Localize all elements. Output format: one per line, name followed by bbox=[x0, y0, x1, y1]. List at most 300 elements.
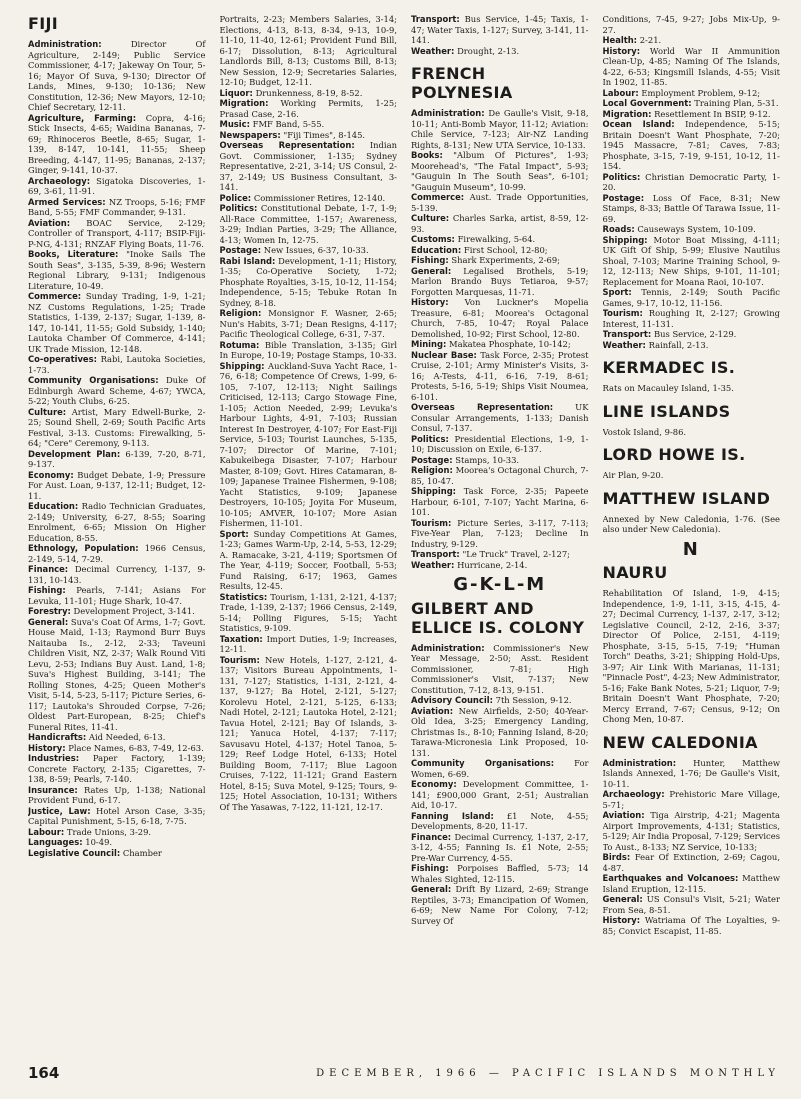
index-entry bbox=[411, 758, 589, 779]
index-entry bbox=[28, 291, 206, 354]
entry-references: Import Duties, 1-9; Increases, 12-11. bbox=[219, 633, 397, 654]
entry-references: Budget Debate, 1-9; Pressure For Aust. Loan, 9-137, 12-11; Budget, 12-11. bbox=[28, 469, 206, 501]
index-entry bbox=[411, 434, 589, 455]
entry-topic: Earthquakes and Volcanoes: bbox=[602, 873, 739, 883]
entry-topic: Administration: bbox=[602, 757, 677, 768]
index-entry bbox=[220, 140, 398, 193]
index-entry bbox=[411, 213, 589, 234]
entry-topic: Overseas Representation: bbox=[219, 140, 355, 150]
entry-references: Charles Sarka, artist, 8-59, 12-93. bbox=[411, 213, 589, 234]
index-entry bbox=[603, 789, 781, 810]
index-entry bbox=[411, 643, 589, 696]
entry-references: Constitutional Debate, 1-7, 1-9; All-Race Committee, 1-157; Awareness, 3-29; Indian Parties, 3-29; The Alliance, 4-13; Women In, 12-75. bbox=[219, 203, 397, 245]
entry-references: Drunkenness, 8-19, 8-52. bbox=[255, 87, 363, 98]
entry-references: Drought, 2-13. bbox=[457, 45, 520, 56]
entry-topic: Transport: bbox=[602, 329, 652, 339]
section-heading: LINE ISLANDS bbox=[602, 401, 731, 421]
entry-references: Tennis, 2-149; South Pacific Games, 9-17, 10-12, 11-156. bbox=[602, 287, 780, 308]
index-entry bbox=[28, 617, 206, 733]
entry-references: Aid Needed, 6-13. bbox=[88, 732, 166, 742]
index-entry bbox=[28, 375, 206, 407]
index-entry bbox=[603, 235, 781, 288]
entry-references: New Issues, 6-37, 10-33. bbox=[263, 245, 369, 255]
index-entry bbox=[411, 811, 589, 832]
entry-references: Rates Up, 1-138; National Provident Fund, 6-17. bbox=[28, 784, 206, 805]
entry-topic: Archaeology: bbox=[602, 789, 665, 799]
index-entry bbox=[411, 255, 589, 266]
entry-references: Rabi, Lautoka Societies, 1-73. bbox=[28, 354, 206, 375]
index-page bbox=[28, 14, 780, 1054]
entry-topic: Fishing: bbox=[411, 863, 449, 873]
index-entry bbox=[411, 779, 589, 811]
entry-references: Development, 1-11; History, 1-35; Co-Operative Society, 1-72; Phosphate Royalties, 3-15, 10-12, 11-154; Independence, 5-15; Tebuke Rotan In Sydney, 8-18. bbox=[219, 255, 397, 308]
index-entry bbox=[411, 402, 589, 434]
index-entry bbox=[220, 14, 398, 88]
index-entry bbox=[28, 743, 206, 754]
entry-references: Decimal Currency, 1-137, 9-131, 10-143. bbox=[28, 564, 206, 585]
entry-references: Rainfall, 2-13. bbox=[648, 339, 709, 350]
index-entry bbox=[220, 529, 398, 592]
entry-topic: Birds: bbox=[602, 852, 631, 862]
entry-topic: Politics: bbox=[602, 171, 641, 182]
entry-topic: Aviation: bbox=[411, 705, 454, 716]
index-entry bbox=[603, 88, 781, 99]
index-entry bbox=[603, 873, 781, 894]
entry-references: Makatea Phosphate, 10-142; bbox=[449, 339, 571, 349]
entry-references: £1 Note, 4-55; Developments, 8-20, 11-17. bbox=[411, 810, 589, 831]
letter-divider: N bbox=[682, 538, 700, 560]
entry-references: Development Project, 3-141. bbox=[73, 606, 195, 616]
entry-references: Monsignor F. Wasner, 2-65; Nun's Habits, 3-71; Dean Resigns, 4-117; Pacific Theological College, 6-31, 7-37. bbox=[219, 308, 397, 339]
entry-references: Presidential Elections, 1-9, 1-10; Discussion on Exile, 6-137. bbox=[411, 433, 589, 454]
index-entry bbox=[28, 449, 206, 470]
index-entry bbox=[28, 827, 206, 838]
entry-topic: Religion: bbox=[219, 308, 262, 318]
entry-topic: Shipping: bbox=[602, 234, 648, 245]
section-heading: GILBERT AND ELLICE IS. COLONY bbox=[411, 598, 585, 637]
entry-topic: Fanning Island: bbox=[411, 810, 494, 821]
entry-topic: Labour: bbox=[28, 826, 65, 837]
entry-references: Rats on Macauley Island, 1-35. bbox=[602, 383, 734, 393]
entry-topic: Community Organisations: bbox=[411, 758, 555, 768]
index-entry bbox=[220, 245, 398, 256]
entry-topic: Co-operatives: bbox=[28, 354, 97, 364]
index-entry bbox=[411, 234, 589, 245]
index-entry bbox=[411, 863, 589, 884]
index-entry bbox=[411, 297, 589, 339]
index-entry bbox=[603, 46, 781, 88]
index-entry bbox=[220, 655, 398, 813]
entry-topic: Tourism: bbox=[411, 517, 452, 528]
section-heading: KERMADEC IS. bbox=[602, 358, 736, 377]
entry-topic: Roads: bbox=[602, 224, 635, 234]
entry-topic: Ethnology, Population: bbox=[28, 543, 139, 553]
entry-references: De Gaulle's Visit, 9-18, 10-11; Anti-Bomb Mayor, 11-12; Aviation: Chile Service, 7-123; Air-NZ Landing Rights, 8-131; New UTA Service, 10-133. bbox=[411, 108, 589, 150]
entry-references: BOAC Service, 2-129; Controller of Transport, 4-117; BSIP-Fiji-P-NG, 4-131; RNZAF Flying Boats, 11-76. bbox=[28, 217, 206, 249]
index-entry bbox=[411, 192, 589, 213]
index-entry bbox=[411, 884, 589, 926]
entry-references: Air Plan, 9-20. bbox=[602, 470, 664, 480]
index-entry bbox=[28, 176, 206, 197]
entry-references: Director Of Agriculture, 2-149; Public Service Commissioner, 4-17; Jakeway On Tour, 5-16; Mayor Of Suva, 9-130; Director Of Lands, Mines, 9-130; 10-136; New Constitution, 12-36; New Mayors, 12-10; Chief Secretary, 12-11. bbox=[28, 39, 206, 112]
entry-topic: Aviation: bbox=[602, 810, 645, 820]
entry-references: "Le Truck" Travel, 2-127; bbox=[462, 549, 570, 559]
index-entry bbox=[28, 585, 206, 606]
index-entry bbox=[220, 308, 398, 340]
index-entry bbox=[411, 560, 589, 571]
entry-topic: Ocean Island: bbox=[602, 119, 675, 129]
entry-references: Task Force, 2-35; Papeete Harbour, 6-101, 7-107; Yacht Marina, 6-101. bbox=[411, 486, 589, 517]
entry-references: Fear Of Extinction, 2-69; Cagou, 4-87. bbox=[602, 852, 780, 873]
index-entry bbox=[411, 486, 589, 518]
entry-topic: Nuclear Base: bbox=[411, 349, 477, 360]
entry-topic: Languages: bbox=[28, 837, 83, 847]
index-entry bbox=[220, 203, 398, 245]
entry-references: Christian Democratic Party, 1-20. bbox=[602, 171, 780, 192]
index-entry bbox=[411, 46, 589, 57]
index-entry bbox=[411, 518, 589, 550]
entry-topic: Education: bbox=[411, 244, 462, 255]
entry-references: Working Permits, 1-25; Prasad Case, 2-16. bbox=[219, 98, 397, 119]
running-head: DECEMBER, 1966 — PACIFIC ISLANDS MONTHLY bbox=[316, 1067, 780, 1079]
entry-topic: Fishing: bbox=[411, 255, 449, 265]
entry-references: Decimal Currency, 1-137, 2-17, 3-12, 4-55; Fanning Is. £1 Note, 2-55; Pre-War Currency, 4-55. bbox=[411, 831, 589, 863]
index-entry bbox=[220, 340, 398, 361]
entry-references: Porpoises Baffled, 5-73; 14 Whales Sighted, 12-115. bbox=[411, 863, 589, 884]
index-entry bbox=[603, 852, 781, 873]
index-entry bbox=[220, 592, 398, 634]
entry-references: World War II Ammunition Clean-Up, 4-85; Naming Of The Islands, 4-22, 6-53; Kingsmill Islands, 4-55; Visit In 1902, 11-85. bbox=[602, 45, 780, 87]
index-entry bbox=[411, 350, 589, 403]
entry-topic: Commerce: bbox=[411, 192, 465, 202]
entry-topic: Finance: bbox=[28, 564, 69, 574]
entry-references: Portraits, 2-23; Members Salaries, 3-14; Elections, 4-13, 8-13, 8-34, 9-13, 10-9, 11-10, 11-40, 12-61; Provident Fund Bill, 6-17; Dissolution, 8-13; Agricultural Landlords Bill, 8-13; Customs Bill, 8-13; New Session, 12-9; Secretaries Salaries, 12-10; Budget, 12-11. bbox=[219, 14, 397, 87]
index-entry bbox=[603, 427, 781, 438]
entry-references: Rehabilitation Of Island, 1-9, 4-15; Independence, 1-9, 1-11, 3-15, 4-15, 4-27; Decimal Currency, 1-137, 2-17, 3-12; Legislative Council, 2-12, 2-16, 3-37; Director Of Police, 2-151, 4-119; Phosphate, 3-15, 5-15, 7-19; "Human Torch" Deaths, 3-21; Shipping Hold-Ups, 3-97; Air Link With Marianas, 11-131; "Pinnacle Post", 4-23; New Administrator, 5-16; Fake Bank Notes, 5-21; Liquor, 7-9; Britain Doesn't Want Phosphate, 7-20; Mercy Errand, 7-67; Census, 9-12; On Chong Men, 10-87. bbox=[602, 588, 780, 724]
entry-references: Radio Technician Graduates, 2-149; University, 6-27, 8-55; Soaring Enrolment, 6-65; Mission On Higher Education, 8-55. bbox=[28, 501, 206, 543]
entry-references: FMF Band, 5-55. bbox=[252, 119, 325, 129]
entry-topic: Economy: bbox=[411, 779, 457, 789]
entry-references: Motor Boat Missing, 4-111; UK Gift Of Ship, 5-99; Elusive Nautilus Shoal, 7-103; Marine Training School, 9-12, 12-113; New Ships, 9-101, 11-101; Replacement for Moana Raoi, 10-107. bbox=[602, 234, 780, 287]
index-entry bbox=[28, 564, 206, 585]
entry-references: First School, 12-80; bbox=[463, 244, 548, 255]
entry-references: Trade Unions, 3-29. bbox=[66, 826, 152, 837]
entry-topic: Religion: bbox=[411, 465, 453, 475]
entry-references: Copra, 4-16; Stick Insects, 4-65; Waidina Bananas, 7-69; Rhinoceros Beetle, 8-65; Sugar, 1-139, 8-147, 10-141, 11-55; Sheep Breeding, 4-147, 11-95; Bananas, 2-137; Ginger, 9-141, 10-37. bbox=[28, 112, 206, 175]
entry-topic: Culture: bbox=[411, 213, 450, 223]
entry-references: Tiga Airstrip, 4-21; Magenta Airport Improvements, 4-131; Statistics, 5-129; Air India Proposal, 7-129; Services To Aust., 8-133; NZ Service, 10-133; bbox=[602, 810, 780, 852]
index-entry bbox=[603, 758, 781, 790]
entry-topic: Rabi Island: bbox=[219, 255, 276, 266]
entry-topic: Weather: bbox=[411, 559, 455, 570]
index-entry bbox=[220, 98, 398, 119]
index-entry bbox=[220, 256, 398, 309]
entry-references: Chamber bbox=[122, 847, 162, 858]
entry-topic: General: bbox=[411, 265, 452, 276]
index-entry bbox=[28, 113, 206, 176]
index-entry bbox=[603, 287, 781, 308]
entry-references: Place Names, 6-83, 7-49, 12-63. bbox=[68, 742, 204, 753]
entry-references: Training Plan, 5-31. bbox=[694, 98, 779, 108]
entry-topic: General: bbox=[411, 884, 452, 894]
index-entry bbox=[411, 245, 589, 256]
entry-topic: Politics: bbox=[219, 203, 258, 213]
entry-references: 1966 Census, 2-149, 5-14, 7-29. bbox=[28, 543, 206, 564]
index-entry bbox=[603, 98, 781, 109]
index-entry bbox=[603, 14, 781, 35]
index-column-2 bbox=[220, 14, 398, 1049]
entry-references: Von Luckner's Mopelia Treasure, 6-81; Moorea's Octagonal Church, 7-85, 10-47; Royal Palace Demolished, 10-92; First School, 12-80. bbox=[411, 297, 589, 339]
entry-references: Stamps, 10-33. bbox=[455, 454, 520, 465]
entry-topic: General: bbox=[28, 616, 69, 627]
index-entry bbox=[28, 407, 206, 449]
index-entry bbox=[28, 606, 206, 617]
index-entry bbox=[411, 14, 589, 46]
entry-topic: Forestry: bbox=[28, 606, 71, 616]
entry-topic: Development Plan: bbox=[28, 448, 121, 459]
index-entry bbox=[603, 109, 781, 120]
entry-topic: Legislative Council: bbox=[28, 847, 121, 858]
entry-topic: History: bbox=[602, 915, 641, 925]
entry-references: Sunday Trading, 1-9, 1-21; NZ Customs Regulations, 1-25; Trade Statistics, 1-139, 2-137; Sugar, 1-139, 8-147, 10-141, 11-55; Gold Subsidy, 1-140; Lautoka Chamber Of Commerce, 4-141; UK Trade Mission, 12-148. bbox=[28, 291, 206, 354]
entry-topic: Tourism: bbox=[602, 308, 643, 318]
entry-references: Loss Of Face, 8-31; New Stamps, 8-33; Battle Of Tarawa Issue, 11-69. bbox=[602, 192, 780, 224]
index-entry bbox=[28, 249, 206, 291]
entry-topic: Armed Services: bbox=[28, 196, 106, 207]
entry-topic: General: bbox=[602, 894, 643, 904]
entry-topic: History: bbox=[411, 297, 449, 307]
entry-references: NZ Troops, 5-16; FMF Band, 5-55; FMF Commander, 9-131. bbox=[28, 196, 206, 217]
entry-references: Causeways System, 10-109. bbox=[637, 224, 756, 234]
entry-references: "Album Of Pictures", 1-93; Moorehead's, "The Fatal Impact", 5-93; "Gauguin In The South Seas", 6-101; "Gauguin Museum", 10-99. bbox=[411, 150, 589, 192]
index-entry bbox=[603, 119, 781, 172]
index-entry bbox=[220, 88, 398, 99]
entry-topic: Postage: bbox=[602, 192, 645, 203]
index-entry bbox=[411, 832, 589, 864]
page-footer bbox=[28, 1062, 780, 1084]
entry-topic: Migration: bbox=[219, 98, 269, 108]
entry-references: Annexed by New Caledonia, 1-76. (See also under New Caledonia). bbox=[602, 513, 780, 534]
entry-references: Picture Series, 3-117, 7-113; Five-Year Plan, 7-123; Decline In Industry, 9-129. bbox=[411, 517, 589, 549]
index-entry bbox=[603, 329, 781, 340]
entry-references: Matthew Island Eruption, 12-115. bbox=[602, 873, 780, 894]
entry-references: UK Consular Arrangements, 1-133; Danish Consul, 7-137. bbox=[411, 402, 589, 433]
entry-topic: Transport: bbox=[411, 549, 460, 559]
section-heading: MATTHEW ISLAND bbox=[602, 488, 771, 508]
index-entry bbox=[411, 455, 589, 466]
index-entry bbox=[411, 266, 589, 298]
entry-references: Legalised Brothels, 5-19; Marlon Brando Buys Tetiaroa, 9-57; Forgotten Marquesas, 11-71. bbox=[411, 265, 589, 297]
entry-topic: Sport: bbox=[219, 528, 249, 539]
entry-topic: Administration: bbox=[411, 642, 485, 653]
entry-references: New Hotels, 1-127, 2-121, 4-137; Visitors Bureau Appointments, 1-131, 7-127; Statistics, 1-131, 2-121, 4-137, 9-127; Ba Hotel, 2-121, 5-127; Korolevu Hotel, 2-121, 5-125, 6-133; Nadi Hotel, 2-121; Lautoka Hotel, 2-121; Tavua Hotel, 2-121; Bay Of Islands, 3-121; Yanuca Hotel, 4-137; 7-117; Savusavu Hotel, 4-137; Hotel Tanoa, 5-129; Reef Lodge Hotel, 6-133; Hotel Building Boom, 7-117; Blue Lagoon Cruises, 7-122, 11-121; Grand Eastern Hotel, 8-15; Suva Motel, 9-125; Tours, 9-125; Hotel Association, 10-131; Withers Of The Yasawas, 7-122, 11-121, 12-17. bbox=[219, 654, 397, 812]
entry-references: Watriama Of The Loyalties, 9-85; Convict Escapist, 11-85. bbox=[602, 915, 780, 936]
page-number: 164 bbox=[28, 1064, 60, 1082]
entry-topic: Rotuma: bbox=[219, 339, 260, 350]
entry-references: Commissioner Retires, 12-140. bbox=[253, 192, 386, 203]
entry-references: Indian Govt. Commissioner, 1-135; Sydney Representative, 2-21, 3-14; US Consul, 2-37, 2-149; US Business Consultant, 3-141. bbox=[219, 140, 397, 192]
entry-references: Sunday Competitions At Games, 1-23; Games Warm-Up, 2-14, 5-53, 12-29; A. Ramacake, 3-21, 4-119; Sportsmen Of The Year, 4-119; Soccer, Football, 5-53; Fund Raising, 6-17; 1963, Games Results, 12-45. bbox=[219, 528, 397, 591]
entry-topic: Newspapers: bbox=[219, 129, 281, 140]
index-column-3 bbox=[411, 14, 589, 1049]
entry-references: Artist, Mary Edwell-Burke, 2-25; Sound Shell, 2-69; South Pacific Arts Festival, 3-13. Customs: Firewalking, 5-64; "Cere" Ceremony, 9-113. bbox=[28, 406, 206, 448]
entry-topic: Handicrafts: bbox=[28, 732, 87, 742]
index-entry bbox=[220, 361, 398, 529]
entry-topic: Commerce: bbox=[28, 291, 82, 301]
entry-topic: Local Government: bbox=[602, 98, 692, 108]
index-entry bbox=[603, 340, 781, 351]
index-entry bbox=[220, 634, 398, 655]
entry-topic: Weather: bbox=[411, 45, 455, 56]
entry-topic: Liquor: bbox=[219, 87, 253, 98]
entry-topic: Labour: bbox=[602, 87, 639, 98]
entry-topic: Shipping: bbox=[219, 360, 265, 371]
index-entry bbox=[28, 39, 206, 113]
entry-references: Drift By Lizard, 2-69; Strange Reptiles, 3-73; Emancipation Of Women, 6-69; New Name For Colony, 7-12; Survey Of bbox=[411, 884, 589, 926]
entry-references: Tourism, 1-131, 2-121, 4-137; Trade, 1-139, 2-137; 1966 Census, 2-149, 5-14; Polling Figures, 5-15; Yacht Statistics, 9-109. bbox=[219, 591, 397, 633]
index-entry bbox=[28, 218, 206, 250]
index-entry bbox=[28, 197, 206, 218]
entry-references: Resettlement In BSIP, 9-12. bbox=[654, 108, 771, 119]
index-entry bbox=[603, 810, 781, 852]
entry-topic: Weather: bbox=[602, 339, 646, 350]
entry-topic: Books, Literature: bbox=[28, 249, 119, 259]
index-entry bbox=[28, 732, 206, 743]
entry-references: US Consul's Visit, 5-21; Water From Sea, 8-51. bbox=[602, 894, 780, 915]
entry-references: 6-139, 7-20, 8-71, 9-137. bbox=[28, 448, 206, 469]
index-entry bbox=[28, 753, 206, 785]
index-column-4 bbox=[603, 14, 781, 1049]
entry-topic: Customs: bbox=[411, 234, 455, 244]
index-entry bbox=[411, 465, 589, 486]
entry-references: Commissioner's New Year Message, 2-50; Asst. Resident Commissioner, 7-81; High Commissioner's Visit, 7-137; New Constitution, 7-12, 8-13, 9-151. bbox=[411, 642, 589, 695]
index-entry bbox=[28, 785, 206, 806]
entry-references: Paper Factory, 1-139; Concrete Factory, 2-135; Cigarettes, 7-138, 8-59; Pearls, 7-140. bbox=[28, 753, 206, 784]
entry-topic: Police: bbox=[219, 192, 252, 203]
entry-references: Shark Experiments, 2-69; bbox=[451, 255, 561, 265]
entry-topic: Insurance: bbox=[28, 784, 78, 795]
entry-references: Duke Of Edinburgh Award Scheme, 4-67; YWCA, 5-22; Youth Clubs, 6-25. bbox=[28, 375, 206, 406]
entry-references: Hurricane, 2-14. bbox=[457, 559, 528, 570]
index-columns bbox=[28, 14, 780, 1049]
entry-topic: Fishing: bbox=[28, 585, 66, 595]
entry-topic: Music: bbox=[219, 119, 250, 129]
entry-topic: Statistics: bbox=[219, 591, 268, 602]
entry-topic: Migration: bbox=[602, 108, 652, 119]
entry-references: 7th Session, 9-12. bbox=[495, 695, 572, 705]
section-heading: LORD HOWE IS. bbox=[602, 445, 746, 464]
entry-topic: History: bbox=[602, 45, 641, 56]
index-entry bbox=[411, 108, 589, 150]
index-entry bbox=[603, 35, 781, 46]
entry-references: "Inoke Sails The South Seas", 3-135, 5-39, 8-96; Western Regional Library, 9-131; Indigenous Literature, 10-49. bbox=[28, 249, 206, 291]
entry-topic: Overseas Representation: bbox=[411, 402, 554, 412]
entry-references: Conditions, 7-45, 9-27; Jobs Mix-Up, 9-27. bbox=[602, 14, 780, 35]
entry-topic: Administration: bbox=[411, 108, 485, 118]
entry-references: Firewalking, 5-64. bbox=[457, 234, 536, 244]
entry-references: Bus Service, 2-129. bbox=[653, 329, 737, 339]
index-entry bbox=[28, 848, 206, 859]
section-heading: FRENCH POLYNESIA bbox=[411, 64, 513, 102]
entry-topic: Education: bbox=[28, 501, 79, 511]
index-entry bbox=[411, 339, 589, 350]
entry-references: 10-49. bbox=[85, 837, 113, 847]
index-entry bbox=[220, 193, 398, 204]
entry-references: Task Force, 2-35; Protest Cruise, 2-101; Army Minister's Visits, 3-16; A-Tests, 4-11, 6-16, 7-19, 8-61; Protests, 5-16, 5-19; Ships Visit Noumea, 6-101. bbox=[411, 349, 589, 402]
entry-references: Bible Translation, 3-135; Girl In Europe, 10-19; Postage Stamps, 10-33. bbox=[219, 339, 397, 360]
entry-topic: Culture: bbox=[28, 406, 67, 417]
index-entry bbox=[28, 501, 206, 543]
entry-references: Bus Service, 1-45; Taxis, 1-47; Water Taxis, 1-127; Survey, 3-141, 11-141. bbox=[411, 14, 589, 45]
index-entry bbox=[220, 119, 398, 130]
index-entry bbox=[603, 383, 781, 394]
index-entry bbox=[28, 470, 206, 502]
section-heading: FIJI bbox=[28, 14, 58, 33]
section-heading: NAURU bbox=[602, 563, 668, 582]
index-entry bbox=[603, 193, 781, 225]
index-entry bbox=[603, 514, 781, 535]
index-entry bbox=[220, 130, 398, 141]
entry-topic: Books: bbox=[411, 150, 443, 160]
entry-references: Moorea's Octagonal Church, 7-85, 10-47. bbox=[411, 465, 589, 486]
entry-references: Pearls, 7-141; Asians For Levuka, 11-101; Huge Shark, 10-47. bbox=[28, 585, 206, 606]
index-entry bbox=[28, 806, 206, 827]
index-entry bbox=[603, 894, 781, 915]
entry-references: Vostok Island, 9-86. bbox=[602, 426, 687, 437]
entry-topic: Justice, Law: bbox=[28, 805, 91, 816]
index-entry bbox=[603, 172, 781, 193]
entry-topic: Advisory Council: bbox=[411, 695, 493, 705]
letter-divider: G-K-L-M bbox=[453, 574, 547, 595]
index-entry bbox=[411, 695, 589, 706]
index-entry bbox=[603, 470, 781, 481]
entry-references: Prehistoric Mare Village, 5-71; bbox=[602, 789, 780, 810]
entry-references: "Fiji Times", 8-145. bbox=[283, 129, 366, 140]
entry-references: Hotel Arson Case, 3-35; Capital Punishment, 5-15, 6-18, 7-75. bbox=[28, 805, 206, 826]
entry-topic: Taxation: bbox=[219, 633, 263, 644]
entry-topic: Industries: bbox=[28, 753, 80, 763]
index-entry bbox=[603, 588, 781, 725]
entry-topic: Health: bbox=[602, 35, 638, 45]
entry-topic: Community Organisations: bbox=[28, 375, 159, 385]
entry-references: Auckland-Suva Yacht Race, 1-76, 6-18; Competence Of Crews, 1-99, 6-105, 7-107, 12-113; Night Sailings Criticised, 12-113; Cargo Stowage Fine, 1-105; Action Needed, 2-99; Levuka's Harbour Lights, 4-91, 7-103; Russian Interest In Destroyer, 4-107; For East-Fiji Service, 5-103; Tourist Launches, 5-135, 7-107; Director Of Marine, 7-101; Kabukeibega Disaster, 7-107; Harbour Master, 8-109; Govt. Hires Catamaran, 8-109; Japanese Trainee Fishermen, 9-108; Yacht Statistics, 9-109; Japanese Destroyers, 10-105; Joyita For Museum, 10-105; AMVER, 10-107; More Asian Fishermen, 11-101. bbox=[219, 360, 397, 528]
entry-topic: Shipping: bbox=[411, 486, 457, 496]
index-entry bbox=[28, 837, 206, 848]
entry-topic: Agriculture, Farming: bbox=[28, 112, 137, 123]
entry-topic: Finance: bbox=[411, 831, 452, 842]
index-entry bbox=[603, 915, 781, 936]
entry-topic: Mining: bbox=[411, 339, 447, 349]
index-entry bbox=[603, 308, 781, 329]
entry-topic: Tourism: bbox=[219, 654, 260, 665]
entry-references: For Women, 6-69. bbox=[411, 758, 589, 779]
entry-topic: Economy: bbox=[28, 469, 74, 480]
section-heading: NEW CALEDONIA bbox=[602, 732, 758, 752]
entry-topic: Transport: bbox=[411, 14, 460, 24]
entry-topic: Postage: bbox=[411, 454, 453, 465]
entry-topic: Aviation: bbox=[28, 217, 71, 228]
index-entry bbox=[411, 706, 589, 759]
index-entry bbox=[411, 150, 589, 192]
entry-references: Employment Problem, 9-12; bbox=[641, 87, 761, 98]
entry-topic: Sport: bbox=[602, 287, 632, 297]
entry-topic: Archaeology: bbox=[28, 175, 91, 186]
entry-topic: History: bbox=[28, 742, 66, 753]
entry-references: Independence, 5-15; Britain Doesn't Want Phosphate, 7-20; 1945 Massacre, 7-81; Caves, 7-83; Phosphate, 3-15, 7-19, 9-151, 10-12, 11-154. bbox=[602, 119, 780, 171]
entry-references: 2-21. bbox=[639, 35, 662, 45]
index-entry bbox=[28, 354, 206, 375]
entry-references: Aust. Trade Opportunities, 5-139. bbox=[411, 192, 589, 213]
